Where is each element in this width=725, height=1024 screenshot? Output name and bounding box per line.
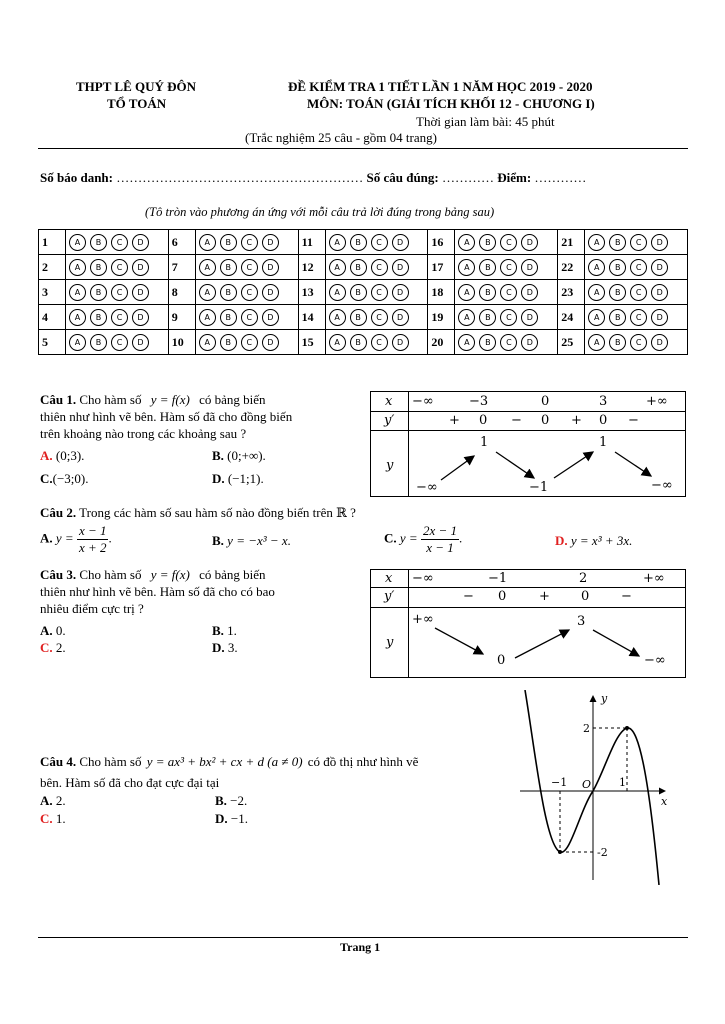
question-number: 22: [558, 255, 585, 280]
answer-bubbles: [195, 305, 298, 330]
q1-x-val: 3: [599, 394, 608, 409]
answer-bubble-b[interactable]: B: [220, 284, 237, 301]
answer-bubble-a[interactable]: A: [458, 234, 475, 251]
question-number: 11: [298, 230, 325, 255]
answer-bubble-b[interactable]: B: [609, 234, 626, 251]
answer-bubble-a[interactable]: A: [69, 334, 86, 351]
answer-bubble-a[interactable]: A: [588, 234, 605, 251]
q1-sign: 0: [541, 413, 550, 428]
answer-grid-row: [39, 280, 688, 305]
q1-arrow-down: [615, 452, 651, 476]
q2-option-c[interactable]: C. y = $\frac{2x - 1}{x - 1}$ .: [384, 523, 463, 555]
answer-bubble-d[interactable]: D: [262, 309, 279, 326]
q4-text3: bên. Hàm số đã cho đạt cực đại tại: [40, 775, 220, 790]
answer-bubble-a[interactable]: A: [458, 334, 475, 351]
answer-bubbles: [195, 255, 298, 280]
answer-bubble-c[interactable]: C: [371, 259, 388, 276]
x-axis-label: x: [661, 795, 668, 808]
x-left-label: −1: [551, 776, 568, 789]
answer-bubble-b[interactable]: B: [220, 334, 237, 351]
answer-bubble-b[interactable]: B: [350, 309, 367, 326]
q3-sign: −: [463, 589, 474, 604]
q1-y-val: −∞: [651, 478, 673, 493]
answer-bubble-c[interactable]: C: [241, 259, 258, 276]
q3-option-b[interactable]: B. 1.: [212, 623, 237, 638]
correct-field[interactable]: …………: [441, 170, 494, 185]
answer-bubble-d[interactable]: D: [132, 284, 149, 301]
q1-y-val: 1: [480, 435, 489, 450]
answer-bubbles: [585, 330, 688, 355]
q1-text3: thiên như hình vẽ bên. Hàm số đã cho đồng biến: [40, 409, 293, 424]
answer-bubble-c[interactable]: C: [111, 334, 128, 351]
answer-bubble-b[interactable]: B: [609, 284, 626, 301]
score-label: Điểm:: [497, 170, 532, 185]
answer-bubble-b[interactable]: B: [350, 234, 367, 251]
q3-text: Cho hàm số: [79, 567, 142, 582]
answer-bubble-c[interactable]: C: [111, 234, 128, 251]
answer-bubble-c[interactable]: C: [630, 309, 647, 326]
answer-bubble-d[interactable]: D: [262, 259, 279, 276]
q3-y-val: 3: [577, 614, 586, 629]
answer-bubble-a[interactable]: A: [199, 259, 216, 276]
q1-sign: −: [511, 413, 522, 428]
q3-sign: +: [539, 589, 550, 604]
question-number: 7: [168, 255, 195, 280]
q3-y-val: +∞: [412, 612, 434, 627]
q4-stem: [40, 753, 510, 796]
answer-bubble-d[interactable]: D: [132, 259, 149, 276]
question-number: 14: [298, 305, 325, 330]
answer-bubble-b[interactable]: B: [479, 334, 496, 351]
q3-y-val: −∞: [644, 653, 666, 668]
answer-bubble-a[interactable]: A: [458, 284, 475, 301]
question-number: 24: [558, 305, 585, 330]
x-right-label: 1: [619, 776, 626, 789]
q3-x-val: +∞: [643, 571, 665, 586]
q2-option-a[interactable]: A. y = $\frac{x - 1}{x + 2}$ .: [40, 523, 112, 555]
answer-bubble-d[interactable]: D: [521, 284, 538, 301]
q1-sign: −: [628, 413, 639, 428]
answer-grid-row: [39, 230, 688, 255]
answer-bubble-b[interactable]: B: [609, 259, 626, 276]
q1-arrow-up: [554, 452, 593, 478]
answer-bubble-c[interactable]: C: [111, 309, 128, 326]
answer-bubble-a[interactable]: A: [329, 234, 346, 251]
q3-func: y = f(x): [150, 567, 190, 582]
y-min-label: -2: [597, 846, 608, 859]
header-rule: [38, 148, 688, 149]
question-number: 19: [428, 305, 455, 330]
q1-variation-table: [370, 391, 686, 497]
answer-bubble-a[interactable]: A: [329, 334, 346, 351]
q1-x-val: −∞: [412, 394, 434, 409]
q1-text4: trên khoảng nào trong các khoảng sau ?: [40, 426, 247, 441]
answer-bubble-d[interactable]: D: [132, 334, 149, 351]
q3-arrows: [371, 570, 685, 677]
answer-bubble-a[interactable]: A: [199, 234, 216, 251]
q3-y-val: 0: [497, 653, 506, 668]
q1-sign: 0: [599, 413, 608, 428]
q4-option-c[interactable]: C. 1.: [40, 811, 66, 826]
answer-bubble-d[interactable]: D: [392, 284, 409, 301]
answer-bubble-b[interactable]: B: [609, 309, 626, 326]
q2-label: Câu 2.: [40, 505, 77, 520]
answer-bubble-b[interactable]: B: [220, 259, 237, 276]
question-number: 4: [39, 305, 66, 330]
answer-bubble-c[interactable]: C: [241, 284, 258, 301]
q3-text3: thiên như hình vẽ bên. Hàm số đã cho có bao: [40, 584, 275, 599]
answer-bubble-d[interactable]: D: [262, 284, 279, 301]
q1-label: Câu 1.: [40, 392, 77, 407]
answer-bubble-d[interactable]: D: [262, 334, 279, 351]
answer-bubble-b[interactable]: B: [90, 284, 107, 301]
question-number: 3: [39, 280, 66, 305]
answer-bubble-c[interactable]: C: [371, 334, 388, 351]
exam-subject: MÔN: TOÁN (GIẢI TÍCH KHỐI 12 - CHƯƠNG I): [307, 96, 595, 111]
correct-label: Số câu đúng:: [366, 170, 439, 185]
footer-rule: [38, 937, 688, 938]
answer-bubble-c[interactable]: C: [241, 234, 258, 251]
maximum-point: [625, 726, 629, 730]
q4-option-a[interactable]: A. 2.: [40, 793, 66, 808]
answer-bubble-b[interactable]: B: [90, 259, 107, 276]
q1-option-b[interactable]: B. (0;+∞).: [212, 448, 266, 463]
answer-bubbles: [585, 305, 688, 330]
answer-bubbles: [195, 230, 298, 255]
instruction: (Tô tròn vào phương án ứng với mỗi câu trả lời đúng trong bảng sau): [145, 205, 495, 219]
q3-text4: nhiêu điểm cực trị ?: [40, 601, 144, 616]
q3-option-d[interactable]: D. 3.: [212, 640, 238, 655]
answer-bubble-a[interactable]: A: [588, 259, 605, 276]
q4-option-d[interactable]: D. −1.: [215, 811, 248, 826]
q1-arrow-down: [496, 452, 534, 478]
q3-arrow-down: [435, 628, 483, 654]
q1-y-val: −1: [529, 480, 549, 495]
answer-bubble-d[interactable]: D: [651, 234, 668, 251]
answer-bubble-c[interactable]: C: [500, 334, 517, 351]
question-number: 18: [428, 280, 455, 305]
question-number: 8: [168, 280, 195, 305]
question-number: 16: [428, 230, 455, 255]
q1-option-d[interactable]: D. (−1;1).: [212, 471, 264, 486]
answer-bubble-c[interactable]: C: [500, 284, 517, 301]
y-axis-label: y: [601, 692, 608, 705]
q4-option-b[interactable]: B. −2.: [215, 793, 248, 808]
question-number: 9: [168, 305, 195, 330]
q4-func: y = ax³ + bx² + cx + d (a ≠ 0): [146, 754, 303, 769]
answer-bubbles: [325, 230, 428, 255]
answer-bubble-a[interactable]: A: [199, 334, 216, 351]
school-name: THPT LÊ QUÝ ĐÔN: [76, 79, 197, 94]
answer-bubble-a[interactable]: A: [329, 259, 346, 276]
answer-bubble-b[interactable]: B: [350, 259, 367, 276]
q3-stem: [40, 566, 345, 617]
q1-text2: có bảng biến: [199, 392, 266, 407]
score-field[interactable]: …………: [534, 170, 587, 185]
answer-bubble-c[interactable]: C: [111, 284, 128, 301]
answer-grid: [38, 229, 688, 355]
q3-option-c[interactable]: C. 2.: [40, 640, 66, 655]
q2-text: Trong các hàm số sau hàm số nào đồng biến trên ℝ ?: [79, 505, 356, 520]
answer-bubbles: [455, 230, 558, 255]
q3-y-label: y: [386, 635, 394, 650]
question-number: 6: [168, 230, 195, 255]
q3-arrow-down: [593, 630, 639, 656]
answer-bubble-d[interactable]: D: [651, 284, 668, 301]
q3-x-label: x: [385, 571, 393, 586]
q3-option-a[interactable]: A. 0.: [40, 623, 66, 638]
department: TỔ TOÁN: [107, 96, 167, 111]
answer-bubble-b[interactable]: B: [479, 309, 496, 326]
question-number: 13: [298, 280, 325, 305]
answer-bubble-d[interactable]: D: [651, 309, 668, 326]
q1-sign: +: [571, 413, 582, 428]
answer-bubble-d[interactable]: D: [132, 234, 149, 251]
answer-bubble-a[interactable]: A: [588, 334, 605, 351]
q2-option-b[interactable]: B. y = −x³ − x.: [212, 533, 291, 548]
answer-bubbles: [325, 330, 428, 355]
sbd-label: Số báo danh:: [40, 170, 113, 185]
answer-bubbles: [455, 280, 558, 305]
answer-bubble-b[interactable]: B: [609, 334, 626, 351]
answer-bubble-a[interactable]: A: [458, 309, 475, 326]
answer-bubble-b[interactable]: B: [479, 284, 496, 301]
answer-bubble-a[interactable]: A: [458, 259, 475, 276]
answer-bubble-b[interactable]: B: [479, 259, 496, 276]
q1-option-c[interactable]: C.(−3;0).: [40, 471, 89, 486]
answer-bubbles: [585, 230, 688, 255]
q1-y-label: y: [386, 458, 394, 473]
answer-bubbles: [195, 280, 298, 305]
sbd-field[interactable]: …………………………………………………: [116, 170, 364, 185]
q3-yp-label: y′: [384, 589, 395, 604]
answer-bubble-a[interactable]: A: [199, 309, 216, 326]
q1-arrows: [371, 392, 685, 496]
answer-bubble-a[interactable]: A: [69, 259, 86, 276]
answer-bubble-d[interactable]: D: [521, 309, 538, 326]
answer-bubble-c[interactable]: C: [500, 259, 517, 276]
q2-option-d[interactable]: D. y = x³ + 3x.: [555, 533, 633, 548]
answer-bubbles: [585, 255, 688, 280]
info-line: [40, 170, 586, 186]
answer-bubble-b[interactable]: B: [90, 309, 107, 326]
answer-bubble-b[interactable]: B: [350, 334, 367, 351]
answer-bubble-c[interactable]: C: [371, 284, 388, 301]
answer-bubble-a[interactable]: A: [329, 284, 346, 301]
answer-bubble-d[interactable]: D: [651, 334, 668, 351]
q1-func: y = f(x): [150, 392, 190, 407]
answer-bubble-c[interactable]: C: [630, 334, 647, 351]
q4-cubic-graph: [515, 690, 675, 885]
question-number: 25: [558, 330, 585, 355]
answer-bubble-b[interactable]: B: [90, 334, 107, 351]
answer-bubble-b[interactable]: B: [220, 234, 237, 251]
q4-text2: có đồ thị như hình vẽ: [307, 754, 419, 769]
answer-bubble-d[interactable]: D: [132, 309, 149, 326]
q1-stem: [40, 391, 345, 442]
q3-x-val: −1: [488, 571, 508, 586]
answer-grid-row: [39, 255, 688, 280]
answer-bubble-c[interactable]: C: [371, 234, 388, 251]
exam-format: (Trắc nghiệm 25 câu - gồm 04 trang): [245, 130, 437, 145]
question-number: 20: [428, 330, 455, 355]
answer-bubble-c[interactable]: C: [241, 334, 258, 351]
q3-x-val: −∞: [412, 571, 434, 586]
q3-variation-table: [370, 569, 686, 678]
answer-bubble-d[interactable]: D: [392, 334, 409, 351]
answer-bubbles: [325, 280, 428, 305]
q3-label: Câu 3.: [40, 567, 77, 582]
question-number: 21: [558, 230, 585, 255]
q2-stem: [40, 504, 356, 521]
question-number: 2: [39, 255, 66, 280]
answer-bubble-c[interactable]: C: [500, 309, 517, 326]
answer-bubbles: [66, 305, 169, 330]
answer-bubble-a[interactable]: A: [69, 284, 86, 301]
q1-arrow-up: [441, 456, 474, 480]
q3-text2: có bảng biến: [199, 567, 266, 582]
answer-bubbles: [66, 280, 169, 305]
question-number: 5: [39, 330, 66, 355]
answer-bubble-c[interactable]: C: [241, 309, 258, 326]
answer-bubble-c[interactable]: C: [630, 284, 647, 301]
question-number: 17: [428, 255, 455, 280]
answer-bubble-b[interactable]: B: [350, 284, 367, 301]
q3-x-val: 2: [579, 571, 588, 586]
minimum-point: [558, 850, 562, 854]
q1-x-label: x: [385, 394, 393, 409]
answer-bubbles: [455, 255, 558, 280]
q1-option-a[interactable]: A. (0;3).: [40, 448, 85, 463]
answer-bubble-a[interactable]: A: [69, 234, 86, 251]
answer-bubbles: [66, 330, 169, 355]
answer-bubble-d[interactable]: D: [392, 234, 409, 251]
answer-bubble-d[interactable]: D: [392, 309, 409, 326]
page-number: Trang 1: [340, 940, 381, 954]
answer-bubble-d[interactable]: D: [521, 259, 538, 276]
answer-bubble-b[interactable]: B: [479, 234, 496, 251]
y-max-label: 2: [583, 722, 590, 735]
q3-sign: 0: [498, 589, 507, 604]
answer-bubbles: [455, 330, 558, 355]
exam-time: Thời gian làm bài: 45 phút: [416, 114, 555, 129]
answer-bubble-b[interactable]: B: [90, 234, 107, 251]
q1-yp-label: y′: [384, 413, 395, 428]
q1-text: Cho hàm số: [79, 392, 142, 407]
answer-bubble-c[interactable]: C: [630, 259, 647, 276]
answer-bubble-d[interactable]: D: [651, 259, 668, 276]
answer-bubbles: [325, 255, 428, 280]
question-number: 23: [558, 280, 585, 305]
q1-sign: 0: [479, 413, 488, 428]
answer-bubble-a[interactable]: A: [199, 284, 216, 301]
answer-bubbles: [455, 305, 558, 330]
answer-bubble-d[interactable]: D: [521, 334, 538, 351]
q1-y-val: −∞: [416, 480, 438, 495]
q3-sign: −: [621, 589, 632, 604]
question-number: 15: [298, 330, 325, 355]
answer-bubble-a[interactable]: A: [588, 309, 605, 326]
q3-sign: 0: [581, 589, 590, 604]
q4-label: Câu 4.: [40, 754, 77, 769]
q1-x-val: +∞: [646, 394, 668, 409]
q4-text: Cho hàm số: [79, 754, 142, 769]
q3-arrow-up: [515, 630, 569, 658]
question-number: 12: [298, 255, 325, 280]
answer-bubble-a[interactable]: A: [69, 309, 86, 326]
origin-label: O: [582, 778, 592, 791]
q1-sign: +: [449, 413, 460, 428]
q1-x-val: 0: [541, 394, 550, 409]
cubic-curve: [525, 690, 659, 885]
question-number: 10: [168, 330, 195, 355]
answer-bubbles: [325, 305, 428, 330]
question-number: 1: [39, 230, 66, 255]
answer-bubble-c[interactable]: C: [630, 234, 647, 251]
answer-bubble-b[interactable]: B: [220, 309, 237, 326]
answer-bubble-d[interactable]: D: [392, 259, 409, 276]
exam-title: ĐỀ KIỂM TRA 1 TIẾT LẦN 1 NĂM HỌC 2019 - 2020: [288, 79, 593, 94]
answer-bubble-a[interactable]: A: [588, 284, 605, 301]
answer-bubble-d[interactable]: D: [262, 234, 279, 251]
answer-bubbles: [195, 330, 298, 355]
answer-grid-row: [39, 330, 688, 355]
q1-x-val: −3: [469, 394, 489, 409]
answer-bubble-c[interactable]: C: [111, 259, 128, 276]
answer-bubbles: [66, 255, 169, 280]
answer-bubbles: [585, 280, 688, 305]
answer-bubble-c[interactable]: C: [371, 309, 388, 326]
answer-bubble-d[interactable]: D: [521, 234, 538, 251]
answer-bubbles: [66, 230, 169, 255]
answer-bubble-a[interactable]: A: [329, 309, 346, 326]
answer-bubble-c[interactable]: C: [500, 234, 517, 251]
answer-grid-row: [39, 305, 688, 330]
q1-y-val: 1: [599, 435, 608, 450]
